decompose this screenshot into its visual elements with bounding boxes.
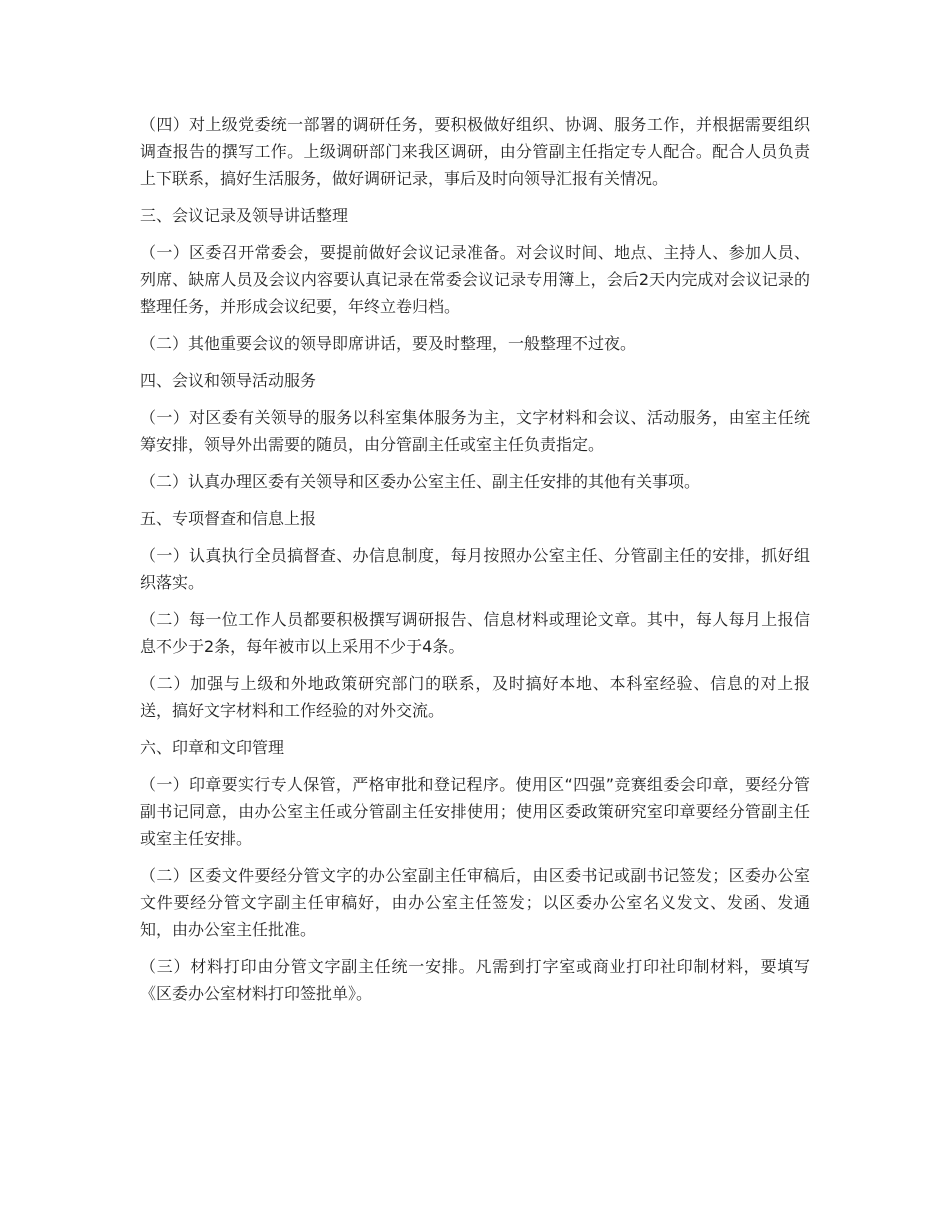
document-page <box>140 111 810 1017</box>
paragraph-investigation-tasks: （四）对上级党委统一部署的调研任务，要积极做好组织、协调、服务工作，并根据需要组织调查报告的撰写工作。上级调研部门来我区调研，由分管副主任指定专人配合。配合人员负责上下联系，搞好生活服务，做好调研记录，事后及时向领导汇报有关情况。 <box>140 115 810 188</box>
paragraph-research-reports: （二）每一位工作人员都要积极撰写调研报告、信息材料或理论文章。其中，每人每月上报信息不少于2条，每年被市以上采用不少于4条。 <box>140 610 810 656</box>
paragraph-standing-committee-records: （一）区委召开常委会，要提前做好会议记录准备。对会议时间、地点、主持人、参加人员、列席、缺席人员及会议内容要认真记录在常委会议记录专用簿上，会后2天内完成对会议记录的整理任务，并形成会议纪要，年终立卷归档。 <box>140 243 810 316</box>
section-heading-supervision-info: 五、专项督查和信息上报 <box>140 509 317 528</box>
paragraph-external-exchange: （二）加强与上级和外地政策研究部门的联系，及时搞好本地、本科室经验、信息的对上报送，搞好文字材料和工作经验的对外交流。 <box>140 674 810 720</box>
paragraph-supervision-system: （一）认真执行全员搞督查、办信息制度，每月按照办公室主任、分管副主任的安排，抓好组织落实。 <box>140 546 810 592</box>
paragraph-seal-management: （一）印章要实行专人保管，严格审批和登记程序。使用区“四强”竞赛组委会印章，要经分管副书记同意，由办公室主任或分管副主任安排使用；使用区委政策研究室印章要经分管副主任或室主任安排。 <box>140 775 810 848</box>
section-heading-meeting-records: 三、会议记录及领导讲话整理 <box>140 206 349 225</box>
paragraph-document-approval: （二）区委文件要经分管文字的办公室副主任审稿后，由区委书记或副书记签发；区委办公室文件要经分管文字副主任审稿好，由办公室主任签发；以区委办公室名义发文、发函、发通知，由办公室主任批准。 <box>140 866 810 939</box>
section-heading-seal-printing: 六、印章和文印管理 <box>140 738 285 757</box>
paragraph-printing-arrangement: （三）材料打印由分管文字副主任统一安排。凡需到打字室或商业打印社印制材料，要填写《区委办公室材料打印签批单》。 <box>140 957 810 1003</box>
paragraph-speech-organizing: （二）其他重要会议的领导即席讲话，要及时整理，一般整理不过夜。 <box>140 334 637 353</box>
section-heading-meeting-service: 四、会议和领导活动服务 <box>140 371 317 390</box>
paragraph-leader-service: （一）对区委有关领导的服务以科室集体服务为主，文字材料和会议、活动服务，由室主任统筹安排，领导外出需要的随员，由分管副主任或室主任负责指定。 <box>140 408 810 454</box>
paragraph-other-matters: （二）认真办理区委有关领导和区委办公室主任、副主任安排的其他有关事项。 <box>140 472 701 491</box>
